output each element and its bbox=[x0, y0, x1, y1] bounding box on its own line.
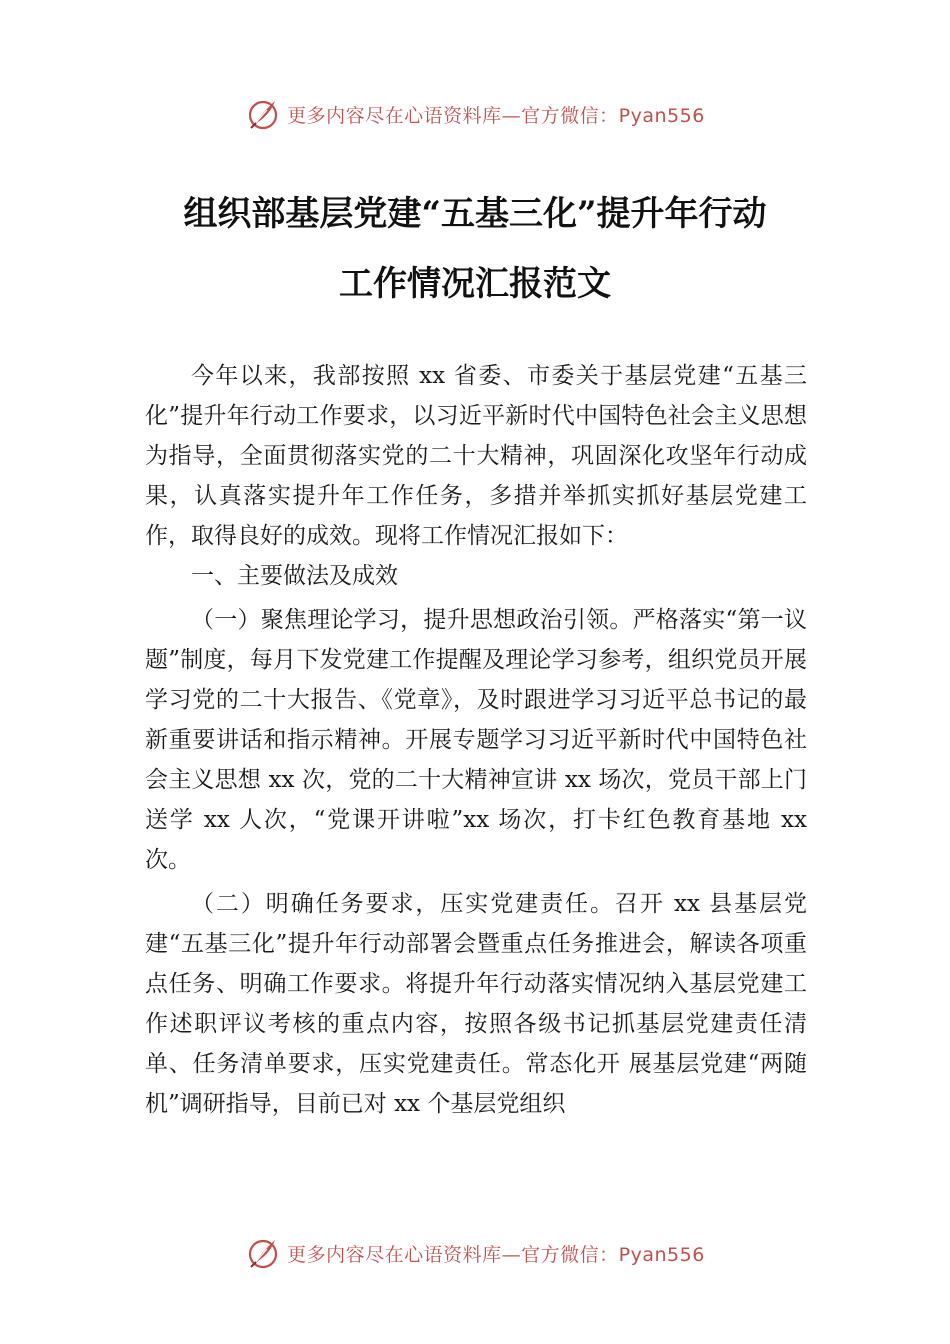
footer-watermark bbox=[0, 1233, 950, 1273]
watermark-id: Pyan556 bbox=[618, 1243, 705, 1266]
header-watermark bbox=[0, 94, 950, 134]
document-title-line2: 工作情况汇报范文 bbox=[339, 264, 611, 304]
feather-pen-logo-icon bbox=[245, 96, 281, 132]
watermark-id: Pyan556 bbox=[618, 104, 705, 127]
feather-pen-logo-icon bbox=[245, 1235, 281, 1271]
item-paragraph-1: （一）聚焦理论学习，提升思想政治引领。严格落实“第一议题”制度，每月下发党建工作提醒及理论学习参考，组织党员开展学习党的二十大报告、《党章》，及时跟进学习习近平总书记的最新重要讲话和指示精神。开展专题学习习近平新时代中国特色社会主义思想 xx 次，党的二十大精神宣讲 xx 场次，党员干部上门送学 xx 人次，“党课开讲啦”xx 场次，打卡红色教育基地 xx 次。 bbox=[145, 607, 807, 873]
item-paragraph-2: （二）明确任务要求，压实党建责任。召开 xx 县基层党建“五基三化”提升年行动部署会暨重点任务推进会，解读各项重点任务、明确工作要求。将提升年行动落实情况纳入基层党建工作述职评议考核的重点内容，按照各级书记抓基层党建责任清单、任务清单要求，压实党建责任。常态化开 展基层党建“两随机”调研指导，目前已对 xx 个基层党组织 bbox=[145, 891, 807, 1117]
section-heading: 一、主要做法及成效 bbox=[191, 563, 398, 589]
document-body bbox=[145, 356, 807, 1124]
watermark-text: 更多内容尽在心语资料库—官方微信：Pyan556 bbox=[287, 1243, 705, 1266]
watermark-text: 更多内容尽在心语资料库—官方微信：Pyan556 bbox=[287, 104, 705, 127]
intro-paragraph: 今年以来，我部按照 xx 省委、市委关于基层党建“五基三化”提升年行动工作要求，以习近平新时代中国特色社会主义思想为指导，全面贯彻落实党的二十大精神，巩固深化攻坚年行动成果，认真落实提升年工作任务，多措并举抓实抓好基层党建工作，取得良好的成效。现将工作情况汇报如下： bbox=[145, 363, 807, 549]
document-title-line1: 组织部基层党建“五基三化”提升年行动 bbox=[183, 194, 767, 234]
